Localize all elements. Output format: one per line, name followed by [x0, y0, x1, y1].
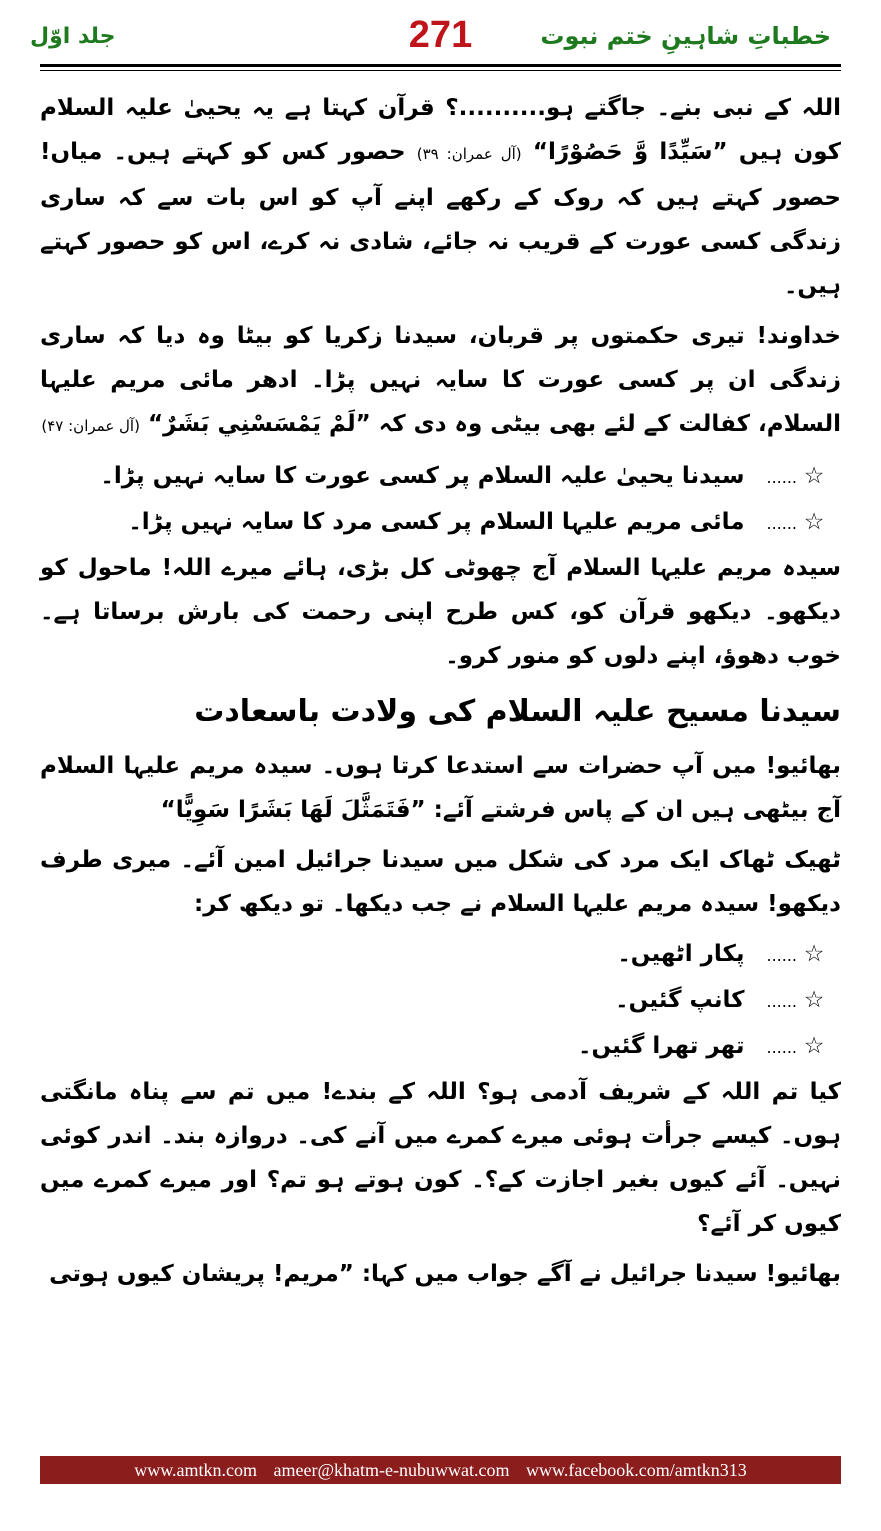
- book-title: خطباتِ شاہینِ ختم نبوت: [540, 22, 831, 50]
- paragraph-1: [40, 86, 841, 308]
- bullet-dots: ......: [766, 992, 797, 1011]
- star-outline-icon: ☆: [803, 509, 825, 535]
- section-heading: سیدنا مسیح علیہ السلام کی ولادت باسعادت: [194, 694, 841, 729]
- list-item-text: کانپ گئیں۔: [615, 987, 745, 1013]
- list-item-text: تھر تھرا گئیں۔: [578, 1033, 745, 1059]
- list-item: [40, 500, 841, 546]
- list-item: [40, 978, 841, 1024]
- list-item-text: سیدنا یحییٰ علیہ السلام پر کسی عورت کا سایہ نہیں پڑا۔: [100, 463, 745, 489]
- page-body: [40, 86, 841, 1302]
- page-number: 271: [408, 14, 473, 56]
- star-outline-icon: ☆: [803, 463, 825, 489]
- footer-facebook-link[interactable]: www.facebook.com/amtkn313: [526, 1460, 747, 1480]
- volume-label: جلد اوّل: [30, 24, 116, 49]
- paragraph-2: [40, 314, 841, 448]
- quran-reference: (آل عمران: ۳۹): [416, 145, 522, 163]
- list-item: [40, 454, 841, 500]
- paragraph-1-continuation: حصور کس کو کہتے ہیں۔ میاں! حصور کہتے ہیں کہ روک کے رکھے اپنے آپ کو اس بات سے کہ ساری زندگی کسی عورت کے قریب نہ جائے، شادی نہ کرے، اس کو حصور کہتے ہیں۔: [40, 139, 841, 299]
- header-rule-thick: [40, 64, 841, 67]
- bullet-dots: ......: [766, 946, 797, 965]
- footer-bar: [40, 1456, 841, 1484]
- star-outline-icon: ☆: [803, 1033, 825, 1059]
- paragraph-5: ٹھیک ٹھاک ایک مرد کی شکل میں سیدنا جرائیل امین آئے۔ میری طرف دیکھو! سیدہ مریم علیہا السلام نے جب دیکھا۔ تو دیکھ کر:: [40, 847, 841, 917]
- list-item: [40, 932, 841, 978]
- list-item: [40, 1024, 841, 1070]
- list-item-text: مائی مریم علیہا السلام پر کسی مرد کا سایہ نہیں پڑا۔: [128, 509, 745, 535]
- paragraph-3: سیدہ مریم علیہا السلام آج چھوٹی کل بڑی، ہائے میرے اللہ! ماحول کو دیکھو۔ دیکھو قرآن کو، کس طرح اپنی رحمت کی بارش برساتا ہے۔ خوب دھوؤ، اپنے دلوں کو منور کرو۔: [40, 555, 841, 669]
- bullet-dots: ......: [766, 514, 797, 533]
- bullet-dots: ......: [766, 1038, 797, 1057]
- star-outline-icon: ☆: [803, 941, 825, 967]
- paragraph-1-text: اللہ کے نبی بنے۔ جاگتے ہو..........؟ قرآن کہتا ہے یہ یحییٰ علیہ السلام کون ہیں ”سَيِّدًا وَّ حَصُوْرًا“: [40, 95, 841, 165]
- paragraph-7: بھائیو! سیدنا جرائیل نے آگے جواب میں کہا: ”مریم! پریشان کیوں ہوتی: [49, 1261, 841, 1287]
- paragraph-4: بھائیو! میں آپ حضرات سے استدعا کرتا ہوں۔ سیدہ مریم علیہا السلام آج بیٹھی ہیں ان کے پاس فرشتے آئے: ”فَتَمَثَّلَ لَهَا بَشَرًا سَوِيًّا“: [40, 753, 841, 823]
- paragraph-6: کیا تم اللہ کے شریف آدمی ہو؟ اللہ کے بندے! میں تم سے پناہ مانگتی ہوں۔ کیسے جرأت ہوئی میرے کمرے میں آنے کی۔ دروازہ بند۔ اندر کوئی نہیں۔ آئے کیوں بغیر اجازت کے؟۔ کون ہوتے ہو تم؟ اور میرے کمرے میں کیوں کر آئے؟: [40, 1079, 841, 1237]
- footer-website-link[interactable]: www.amtkn.com: [134, 1460, 258, 1480]
- footer-email-link[interactable]: ameer@khatm-e-nubuwwat.com: [273, 1460, 510, 1480]
- page-header: [20, 14, 861, 66]
- header-rule-thin: [40, 70, 841, 71]
- bullet-dots: ......: [766, 468, 797, 487]
- list-item-text: پکار اٹھیں۔: [617, 941, 745, 967]
- star-outline-icon: ☆: [803, 987, 825, 1013]
- quran-reference: (آل عمران: ۴۷): [41, 417, 140, 435]
- paragraph-2-text: خداوند! تیری حکمتوں پر قربان، سیدنا زکریا کو بیٹا وہ دیا کہ ساری زندگی ان پر کسی عورت کا سایہ نہیں پڑا۔ ادھر مائی مریم علیہا السلام، کفالت کے لئے بھی بیٹی وہ دی کہ ”لَمْ يَمْسَسْنِي بَشَرٌ“: [40, 323, 841, 437]
